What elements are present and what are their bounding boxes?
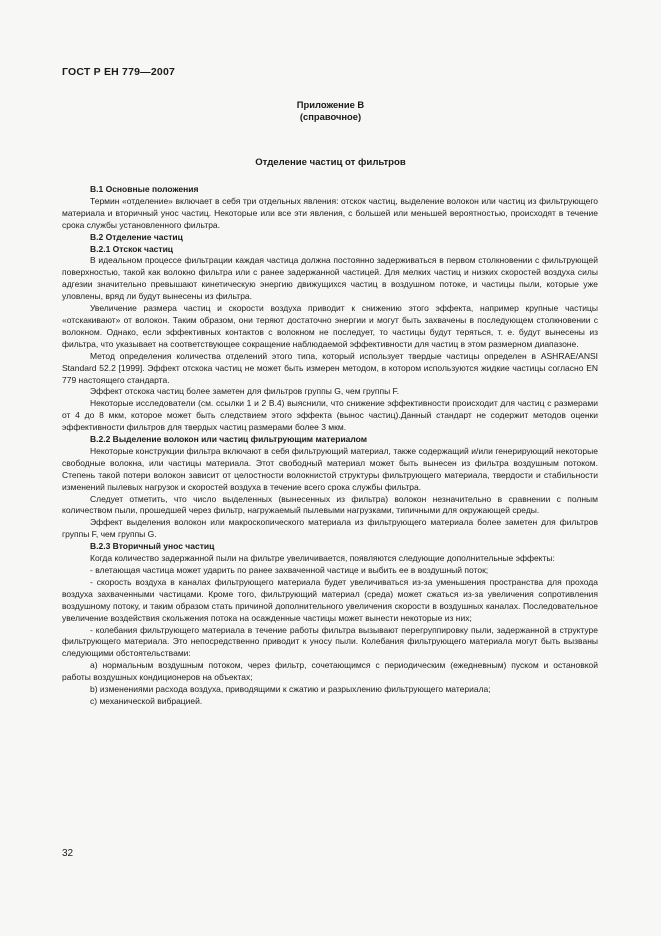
paragraph: Некоторые конструкции фильтра включают в себя фильтрующий материал, также содержащий и/или генерирующий некоторые свободные волокна, или частицы материала. Этот свободный материал может быть вынесен из фильтра воздушным потоком. Степень такой потери волокон зависит от целостности волокнистой структуры фильтрующего материала, твердости и стабильности изменений пылевых нагрузок и скоростей воздуха в течение всего срока службы фильтра. xyxy=(62,445,598,492)
paragraph: Увеличение размера частиц и скорости воздуха приводит к снижению этого эффекта, например крупные частицы «отскакивают» от волокон. Таким образом, они теряют достаточно энергии и могут быть захвачены в последующем столкновении с волокном. Однако, если эффективных контактов с волокном не последует, то частицы будут теряться, т. е. будут вынесены из фильтра, что указывает на соответствующее сокращение наблюдаемой эффективности для частиц в этом размерном диапазоне. xyxy=(62,303,598,349)
paragraph: Следует отметить, что число выделенных (вынесенных из фильтра) волокон незначительно в сравнении с полным количеством пыли, прошедшей через фильтр, нагружаемый пылевыми нагрузками, типичными для окружающей среды. xyxy=(62,493,598,516)
document-id: ГОСТ Р ЕН 779—2007 xyxy=(62,66,176,78)
page-title: Отделение частиц от фильтров xyxy=(255,157,406,168)
paragraph: Эффект отскока частиц более заметен для фильтров группы G, чем группы F. xyxy=(90,386,400,397)
list-item: c) механической вибрацией. xyxy=(90,695,203,706)
section-heading-b23: В.2.3 Вторичный унос частиц xyxy=(90,541,215,552)
section-heading-b21: В.2.1 Отскок частиц xyxy=(90,243,174,254)
list-item: a) нормальным воздушным потоком, через фильтр, сочетающимся с периодическим (ежедневным) пуском и остановкой работы воздушных кондиционеров на объектах; xyxy=(62,660,598,683)
list-item: - влетающая частица может ударить по ранее захваченной частице и выбить ее в воздушный поток; xyxy=(90,565,489,575)
section-heading-b22: В.2.2 Выделение волокон или частиц фильтрующим материалом xyxy=(90,434,368,445)
list-item: b) изменениями расхода воздуха, приводящими к сжатию и разрыхлению фильтрующего материала; xyxy=(90,684,491,695)
list-item: - скорость воздуха в каналах фильтрующего материала будет увеличиваться из-за уменьшения пространства для прохода воздуха захваченными частицами. Кроме того, фильтрующий материал (среда) может сжаться из-за увеличения сопротивления воздушному потоку, и таким образом стать причиной дополнительного увеличения скорости в воздушных каналах. Последовательное увеличение воздействия скольжения потока на осажденные частицы может вынести некоторые из них; xyxy=(62,576,598,623)
paragraph: Термин «отделение» включает в себя три отдельных явления: отскок частиц, выделение волокон или частиц из фильтрующего материала и вторичный унос частиц. Некоторые или все эти явления, с большей или меньшей вероятностью, происходят в течение срока службы установленного фильтра. xyxy=(62,195,598,230)
document-body xyxy=(62,184,598,708)
paragraph: Некоторые исследователи (см. ссылки 1 и 2 В.4) выяснили, что снижение эффективности происходит для частиц с размерами от 4 до 8 мкм, которое может быть следствием этого эффекта (вынос частиц).Данный стандарт не содержит методов оценки эффективности фильтров для твердых частиц размерами более 3 мкм. xyxy=(62,398,598,433)
paragraph: Когда количество задержанной пыли на фильтре увеличивается, появляются следующие дополнительные эффекты: xyxy=(90,553,555,564)
section-heading-b1: В.1 Основные положения xyxy=(90,184,199,194)
section-heading-b2: В.2 Отделение частиц xyxy=(90,231,183,242)
appendix-label: Приложение В xyxy=(296,99,365,110)
list-item: - колебания фильтрующего материала в течение работы фильтра вызывают перегруппировку пыли, задержанной в структуре фильтрующего материала. Это непосредственно приводит к уносу пыли. Колебания фильтрующего материала могут быть вызваны следующими обстоятельствами: xyxy=(62,624,598,659)
appendix-note: (справочное) xyxy=(299,111,362,122)
page-number: 32 xyxy=(62,848,74,859)
paragraph: Эффект выделения волокон или макроскопического материала из фильтрующего материала более заметен для фильтров группы F, чем группы G. xyxy=(62,517,598,540)
paragraph: В идеальном процессе фильтрации каждая частица должна постоянно задерживаться в первом столкновении с фильтрующей поверхностью, такой как волокно фильтра или с ранее задержанной частицей. Для мелких частиц и низких скоростей воздуха силы адгезии значительно превышают кинетическую энергию движущихся частиц в воздушном потоке, и частицы пыли, которые уже уловлены, вряд ли будут вынесены из фильтра. xyxy=(62,255,598,302)
paragraph: Метод определения количества отделений этого типа, который использует твердые частицы определен в ASHRAE/ANSI Standard 52.2 [1999]. Эффект отскока частиц не может быть измерен методом, в котором используются жидкие частицы согласно EN 779 настоящего стандарта. xyxy=(62,350,598,385)
